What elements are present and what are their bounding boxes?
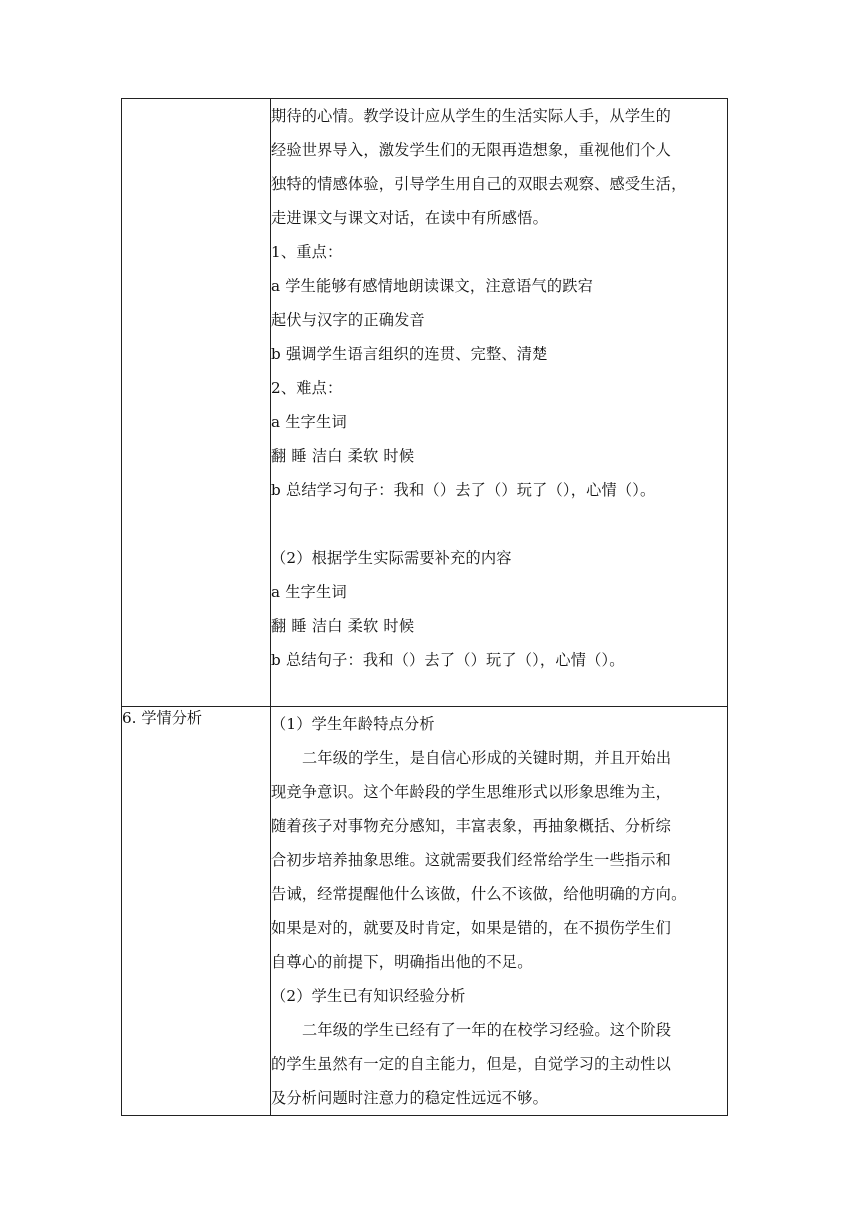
text-line: a 生字生词 <box>271 583 347 601</box>
vocabulary-line: 翻 睡 洁白 柔软 时候 <box>271 447 415 465</box>
row-content-student-analysis <box>271 707 728 1116</box>
paragraph-line: 及分析问题时注意力的稳定性远远不够。 <box>271 1089 548 1107</box>
key-points-heading: 1、重点： <box>271 243 343 261</box>
difficulties-heading: 2、难点： <box>271 379 343 397</box>
text-line: 独特的情感体验，引导学生用自己的双眼去观察、感受生活， <box>271 175 687 193</box>
text-line: a 学生能够有感情地朗读课文，注意语气的跌宕 <box>271 277 594 295</box>
text-line: 起伏与汉字的正确发音 <box>271 311 425 329</box>
section-heading: （2）学生已有知识经验分析 <box>271 987 466 1005</box>
vocabulary-line: 翻 睡 洁白 柔软 时候 <box>271 617 415 635</box>
paragraph-line: 二年级的学生，是自信心形成的关键时期，并且开始出 <box>302 749 672 767</box>
paragraph-line: 现竞争意识。这个年龄段的学生思维形式以形象思维为主， <box>271 783 672 801</box>
lesson-plan-table <box>121 98 728 1116</box>
paragraph-line: 二年级的学生已经有了一年的在校学习经验。这个阶段 <box>302 1021 672 1039</box>
text-line: b 强调学生语言组织的连贯、完整、清楚 <box>271 345 548 363</box>
paragraph-line: 如果是对的，就要及时肯定，如果是错的，在不损伤学生们 <box>271 919 672 937</box>
paragraph-line: 告诫，经常提醒他什么该做，什么不该做，给他明确的方向。 <box>271 885 687 903</box>
paragraph-line: 随着孩子对事物充分感知，丰富表象，再抽象概括、分析综 <box>271 817 672 835</box>
row-label-empty <box>122 99 271 707</box>
paragraph-line: 合初步培养抽象思维。这就需要我们经常给学生一些指示和 <box>271 851 672 869</box>
text-line: 期待的心情。教学设计应从学生的生活实际人手，从学生的 <box>271 107 672 125</box>
paragraph-line: 自尊心的前提下，明确指出他的不足。 <box>271 953 533 971</box>
text-line: 走进课文与课文对话，在读中有所感悟。 <box>271 209 548 227</box>
row-content-key-points <box>271 99 728 707</box>
text-line: b 总结学习句子：我和（）去了（）玩了（），心情（）。 <box>271 481 656 499</box>
text-line: b 总结句子：我和（）去了（）玩了（），心情（）。 <box>271 651 625 669</box>
section-heading: （1）学生年龄特点分析 <box>271 715 435 733</box>
text-line: 经验世界导入，激发学生们的无限再造想象，重视他们个人 <box>271 141 672 159</box>
blank-line <box>271 507 727 541</box>
row-label-student-analysis: 6. 学情分析 <box>122 707 271 1116</box>
supplement-heading: （2）根据学生实际需要补充的内容 <box>271 549 512 567</box>
paragraph-line: 的学生虽然有一定的自主能力，但是，自觉学习的主动性以 <box>271 1055 672 1073</box>
table-row <box>122 707 728 1116</box>
text-line: a 生字生词 <box>271 413 347 431</box>
table-row <box>122 99 728 707</box>
